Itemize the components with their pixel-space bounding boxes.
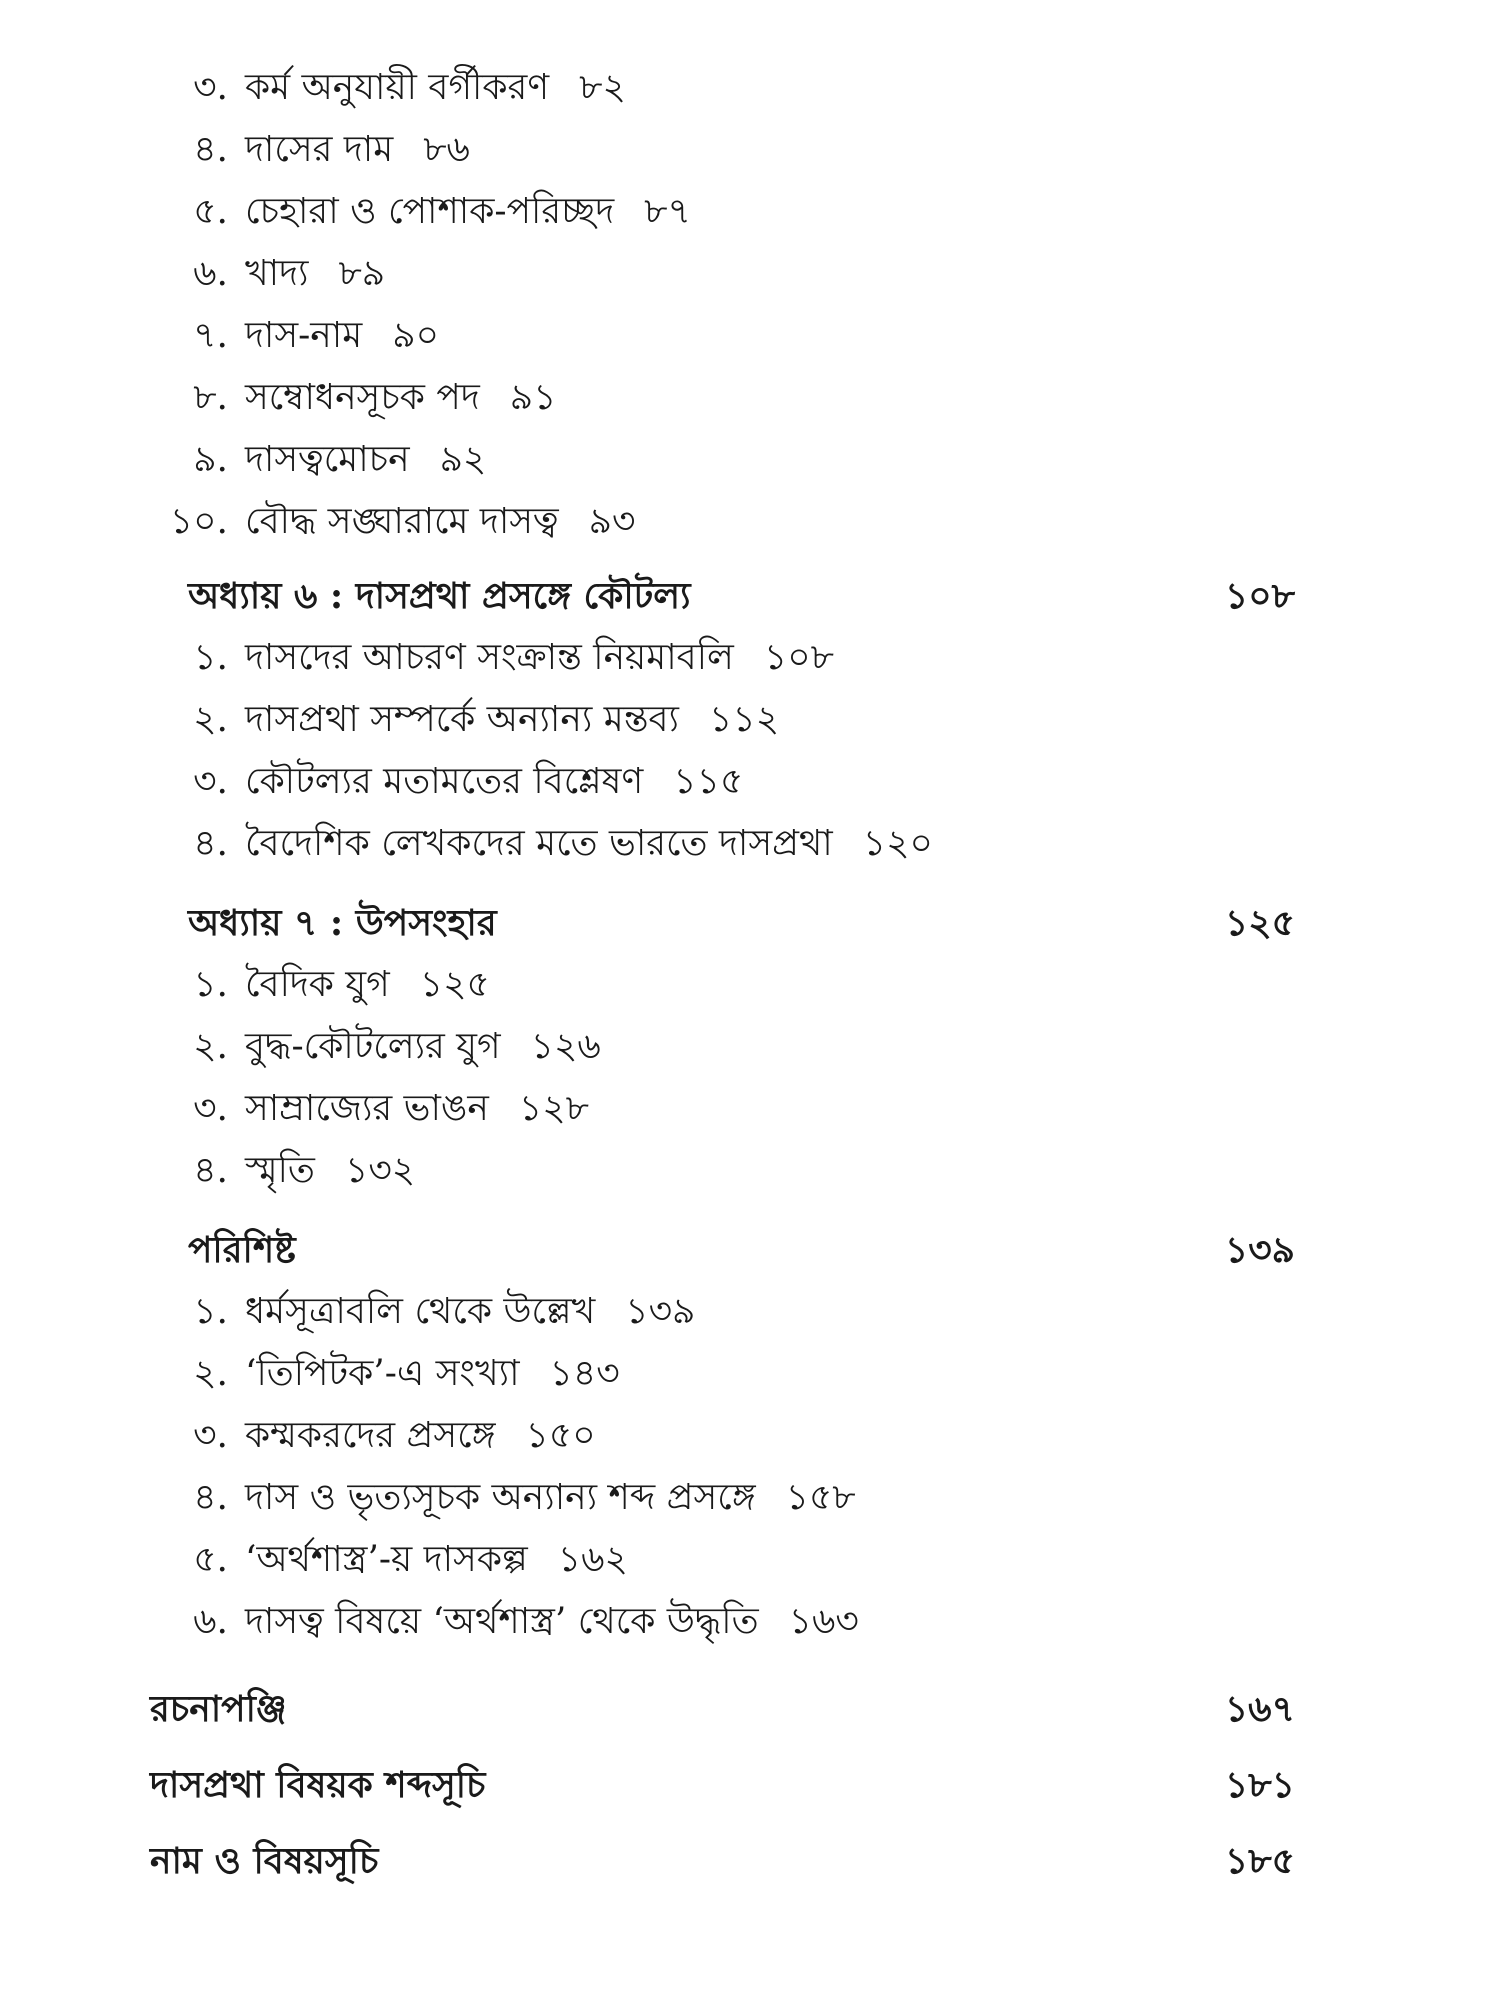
entry-number: ৫. bbox=[193, 191, 228, 232]
back-matter-title: নাম ও বিষয়সূচি bbox=[150, 1840, 379, 1882]
entry-title: খাদ্য bbox=[245, 253, 309, 294]
toc-entry bbox=[0, 814, 1500, 874]
entry-page: ১১২ bbox=[708, 699, 780, 740]
entry-page: ১৫৮ bbox=[785, 1477, 856, 1518]
entry-number: ৬. bbox=[193, 1601, 228, 1642]
entry-title: কৌটল্যর মতামতের বিশ্লেষণ bbox=[245, 761, 644, 802]
entry-page: ৮৬ bbox=[423, 129, 470, 170]
entry-number: ১. bbox=[193, 1291, 228, 1332]
toc-entry bbox=[0, 306, 1500, 366]
entry-number: ২. bbox=[193, 1353, 228, 1394]
entry-page: ১২৬ bbox=[530, 1026, 601, 1067]
entry-page: ৯০ bbox=[392, 315, 439, 356]
entry-page: ৮৯ bbox=[338, 253, 386, 294]
entry-number: ৭. bbox=[193, 315, 228, 356]
toc-entry bbox=[0, 1141, 1500, 1201]
chapter-heading bbox=[0, 566, 1500, 626]
toc-entry bbox=[0, 690, 1500, 750]
entry-number: ৬. bbox=[193, 253, 228, 294]
entry-page: ১২০ bbox=[862, 823, 933, 864]
entry-number: ৪. bbox=[193, 1477, 228, 1518]
entry-title: সাম্রাজ্যের ভাঙন bbox=[245, 1088, 489, 1129]
entry-page: ১৬৩ bbox=[788, 1601, 859, 1642]
back-matter-page: ১৬৭ bbox=[1224, 1688, 1295, 1730]
back-matter-title: দাসপ্রথা বিষয়ক শব্দসূচি bbox=[150, 1764, 486, 1806]
entry-page: ৯২ bbox=[439, 439, 487, 480]
toc-entry bbox=[0, 1530, 1500, 1590]
entry-title: ধর্মসূত্রাবলি থেকে উল্লেখ bbox=[245, 1291, 596, 1332]
entry-number: ৪. bbox=[193, 823, 228, 864]
entry-title: ‘অর্থশাস্ত্র’-য় দাসকল্প bbox=[245, 1539, 528, 1580]
entry-number: ২. bbox=[193, 699, 228, 740]
toc-entry bbox=[0, 368, 1500, 428]
entry-page: ৮৭ bbox=[644, 191, 691, 232]
entry-title: দাসত্ব বিষয়ে ‘অর্থশাস্ত্র’ থেকে উদ্ধৃতি bbox=[245, 1601, 759, 1642]
entry-page: ১০৮ bbox=[763, 637, 834, 678]
chapter-page: ১২৫ bbox=[1224, 902, 1295, 944]
entry-title: বৈদেশিক লেখকদের মতে ভারতে দাসপ্রথা bbox=[245, 823, 833, 864]
toc-entry bbox=[0, 628, 1500, 688]
toc-entry bbox=[0, 58, 1500, 118]
entry-number: ৮. bbox=[193, 377, 228, 418]
back-matter-entry bbox=[0, 1679, 1500, 1739]
entry-title: দাসদের আচরণ সংক্রান্ত নিয়মাবলি bbox=[245, 637, 734, 678]
entry-page: ৯৩ bbox=[588, 501, 636, 542]
back-matter-page: ১৮১ bbox=[1224, 1764, 1295, 1806]
chapter-title: অধ্যায় ৬ : দাসপ্রথা প্রসঙ্গে কৌটল্য bbox=[188, 575, 691, 617]
toc-entry bbox=[0, 752, 1500, 812]
entry-title: কম্মকরদের প্রসঙ্গে bbox=[245, 1415, 496, 1456]
entry-number: ১০. bbox=[169, 501, 228, 542]
back-matter-page: ১৮৫ bbox=[1224, 1840, 1295, 1882]
entry-number: ৩. bbox=[193, 1415, 228, 1456]
entry-title: দাস-নাম bbox=[245, 315, 363, 356]
entry-number: ৪. bbox=[193, 129, 228, 170]
entry-page: ৮২ bbox=[579, 67, 626, 108]
toc-entry bbox=[0, 120, 1500, 180]
toc-entry bbox=[0, 955, 1500, 1015]
entry-title: বৈদিক যুগ bbox=[245, 964, 390, 1005]
entry-number: ৩. bbox=[193, 67, 228, 108]
toc-entry bbox=[0, 244, 1500, 304]
entry-page: ১২৫ bbox=[419, 964, 490, 1005]
entry-page: ১৪৩ bbox=[549, 1353, 620, 1394]
entry-title: দাসপ্রথা সম্পর্কে অন্যান্য মন্তব্য bbox=[245, 699, 679, 740]
toc-entry bbox=[0, 1468, 1500, 1528]
entry-page: ১৩২ bbox=[344, 1150, 416, 1191]
back-matter-entry bbox=[0, 1755, 1500, 1815]
appendix-title: পরিশিষ্ট bbox=[188, 1229, 296, 1271]
entry-number: ৫. bbox=[193, 1539, 228, 1580]
entry-title: ‘তিপিটক’-এ সংখ্যা bbox=[245, 1353, 520, 1394]
entry-number: ৪. bbox=[193, 1150, 228, 1191]
toc-entry bbox=[0, 430, 1500, 490]
toc-entry bbox=[0, 1079, 1500, 1139]
toc-entry bbox=[0, 1406, 1500, 1466]
toc-entry bbox=[0, 182, 1500, 242]
entry-title: বৌদ্ধ সঙ্ঘারামে দাসত্ব bbox=[245, 501, 559, 542]
toc-entry bbox=[0, 1017, 1500, 1077]
entry-page: ১৬২ bbox=[557, 1539, 628, 1580]
entry-title: স্মৃতি bbox=[245, 1150, 315, 1191]
entry-title: চেহারা ও পোশাক-পরিচ্ছদ bbox=[245, 191, 615, 232]
entry-page: ৯১ bbox=[509, 377, 557, 418]
chapter-heading bbox=[0, 893, 1500, 953]
chapter-page: ১০৮ bbox=[1224, 575, 1295, 617]
entry-number: ১. bbox=[193, 964, 228, 1005]
toc-entry bbox=[0, 492, 1500, 552]
entry-number: ৩. bbox=[193, 1088, 228, 1129]
entry-title: কর্ম অনুযায়ী বর্গীকরণ bbox=[245, 67, 550, 108]
entry-number: ২. bbox=[193, 1026, 228, 1067]
entry-title: দাস ও ভৃত্যসূচক অন্যান্য শব্দ প্রসঙ্গে bbox=[245, 1477, 756, 1518]
toc-entry bbox=[0, 1592, 1500, 1652]
appendix-heading bbox=[0, 1220, 1500, 1280]
toc-entry bbox=[0, 1282, 1500, 1342]
chapter-title: অধ্যায় ৭ : উপসংহার bbox=[188, 902, 497, 944]
appendix-page: ১৩৯ bbox=[1224, 1229, 1295, 1271]
entry-title: দাসত্বমোচন bbox=[245, 439, 410, 480]
entry-title: বুদ্ধ-কৌটল্যের যুগ bbox=[245, 1026, 501, 1067]
entry-number: ৯. bbox=[193, 439, 228, 480]
entry-page: ১১৫ bbox=[673, 761, 744, 802]
entry-page: ১২৮ bbox=[518, 1088, 589, 1129]
entry-title: দাসের দাম bbox=[245, 129, 394, 170]
entry-title: সম্বোধনসূচক পদ bbox=[245, 377, 480, 418]
back-matter-entry bbox=[0, 1831, 1500, 1891]
toc-entry bbox=[0, 1344, 1500, 1404]
entry-number: ৩. bbox=[193, 761, 228, 802]
entry-number: ১. bbox=[193, 637, 228, 678]
back-matter-title: রচনাপঞ্জি bbox=[150, 1688, 287, 1730]
entry-page: ১৩৯ bbox=[625, 1291, 696, 1332]
entry-page: ১৫০ bbox=[525, 1415, 596, 1456]
